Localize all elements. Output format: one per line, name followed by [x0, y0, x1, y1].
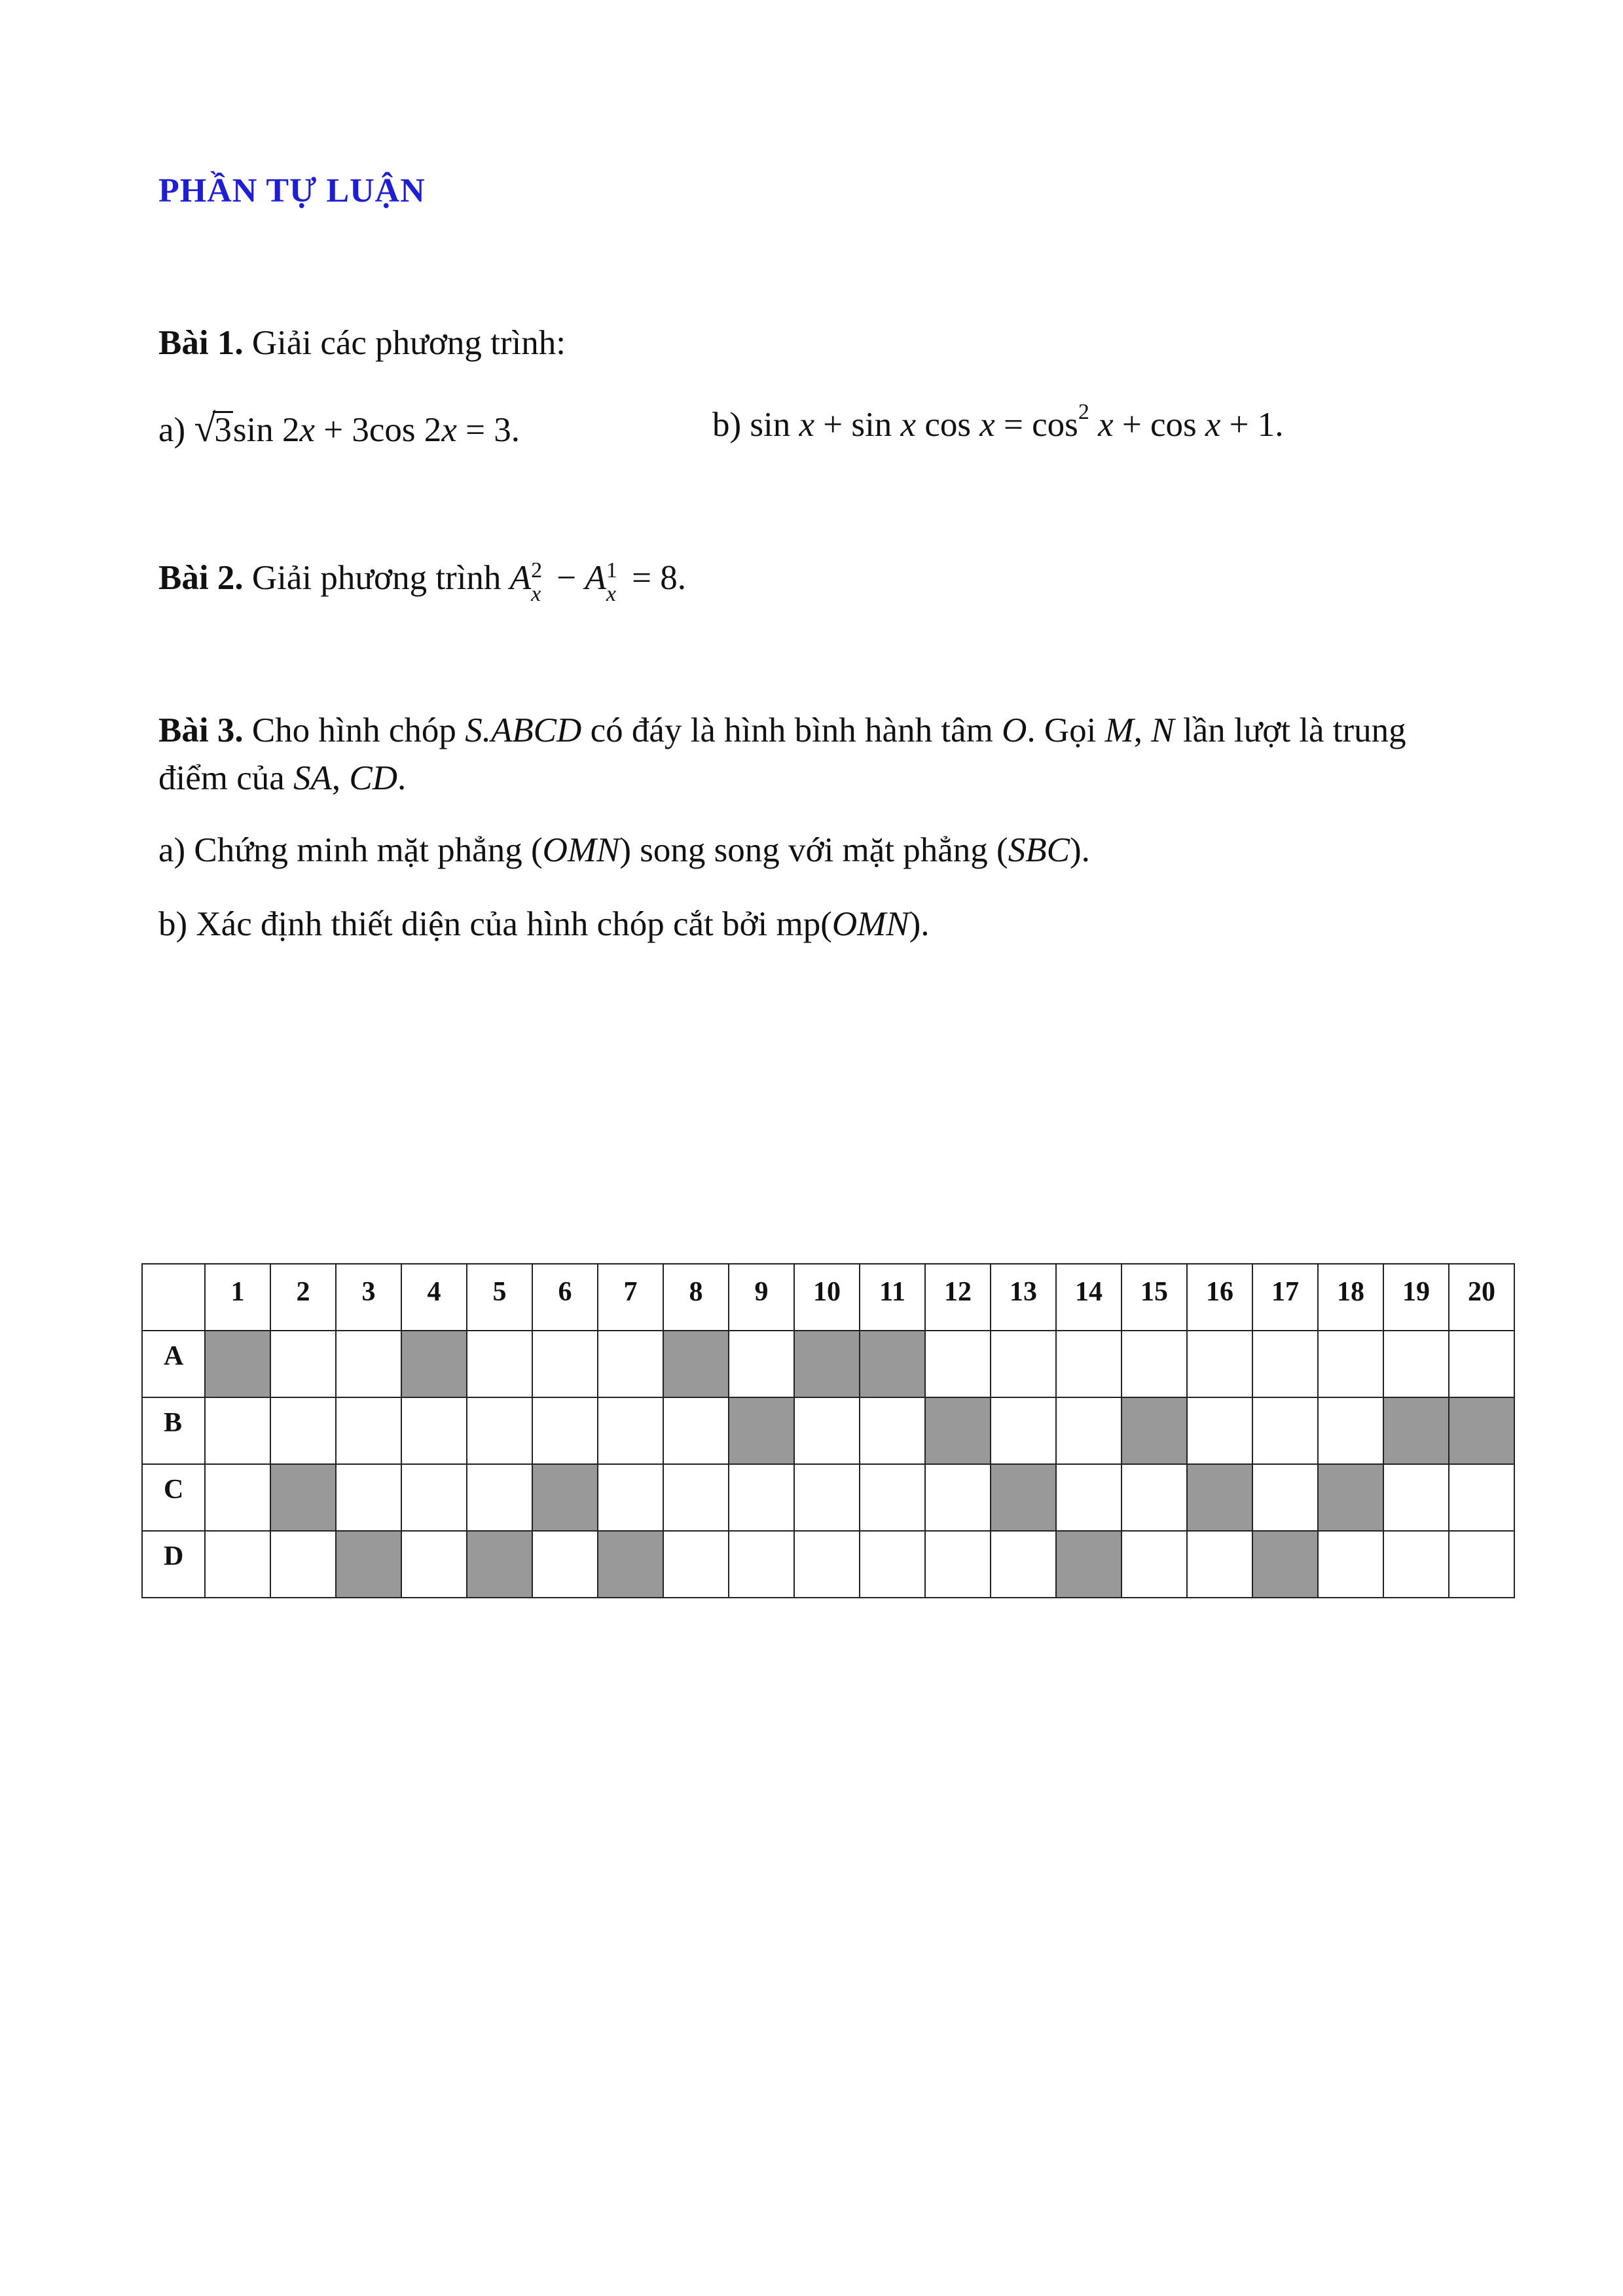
grid-cell: [1252, 1397, 1318, 1464]
grid-cell-filled: [401, 1331, 467, 1397]
grid-cell: [1122, 1331, 1187, 1397]
point-N: N: [1151, 711, 1175, 749]
bai1-heading: [158, 323, 566, 365]
bai2-label: Bài 2.: [158, 559, 244, 597]
grid-cell: [991, 1397, 1056, 1464]
grid-cell: [598, 1331, 663, 1397]
pyramid-name: S.ABCD: [465, 711, 582, 749]
grid-cell: [1252, 1331, 1318, 1397]
grid-cell: [794, 1397, 860, 1464]
grid-corner-cell: [142, 1264, 205, 1331]
grid-row-label: D: [142, 1531, 205, 1598]
bai1-b-prefix: b): [712, 406, 750, 444]
grid-cell: [1252, 1464, 1318, 1531]
grid-column-header: 8: [663, 1264, 729, 1331]
grid-column-header: 4: [401, 1264, 467, 1331]
grid-cell: [1056, 1464, 1122, 1531]
grid-cell: [860, 1464, 925, 1531]
grid-row-c: [142, 1464, 1514, 1531]
bai3-line1: [158, 710, 1406, 752]
grid-cell: [336, 1464, 401, 1531]
grid-cell: [925, 1531, 991, 1598]
bai3-part-a: [158, 830, 1090, 872]
grid-cell: [860, 1531, 925, 1598]
grid-row-b: [142, 1397, 1514, 1464]
sqrt-symbol: √3: [194, 406, 232, 450]
bai1-label: Bài 1.: [158, 324, 244, 362]
grid-column-header: 2: [270, 1264, 336, 1331]
grid-cell-filled: [270, 1464, 336, 1531]
grid-cell: [925, 1464, 991, 1531]
bai3-t5: lần lượt là trung: [1174, 711, 1406, 749]
point-M: M: [1104, 711, 1134, 749]
bai2-text: Giải phương trình: [243, 559, 510, 597]
grid-cell-filled: [598, 1531, 663, 1598]
grid-row-d: [142, 1531, 1514, 1598]
grid-cell: [1122, 1464, 1187, 1531]
bai1-text: Giải các phương trình:: [243, 324, 566, 362]
arrangement-indices: [531, 558, 548, 606]
grid-cell: [729, 1464, 794, 1531]
grid-cell: [991, 1531, 1056, 1598]
grid-cell: [205, 1464, 270, 1531]
bai1-b-p7: + 1.: [1220, 406, 1284, 444]
bai3-l2b: ,: [331, 759, 350, 797]
grid-cell: [860, 1397, 925, 1464]
minus-sign: −: [548, 559, 585, 597]
grid-cell: [794, 1531, 860, 1598]
grid-cell: [401, 1397, 467, 1464]
grid-column-header: 9: [729, 1264, 794, 1331]
grid-row-label: C: [142, 1464, 205, 1531]
grid-cell-filled: [532, 1464, 598, 1531]
bai1-b-p1: sin: [750, 406, 799, 444]
grid-row-label: B: [142, 1397, 205, 1464]
grid-cell: [663, 1531, 729, 1598]
grid-cell: [401, 1531, 467, 1598]
arrangement-sub: x: [531, 581, 541, 606]
grid-cell: [467, 1397, 532, 1464]
var-x: x: [979, 406, 995, 444]
grid-column-header: 6: [532, 1264, 598, 1331]
grid-cell-filled: [467, 1531, 532, 1598]
grid-cell: [729, 1331, 794, 1397]
bai1-a-part1: sin 2: [232, 411, 300, 449]
bai1-a-prefix: a): [158, 411, 194, 449]
bai1-a-part2: + 3cos 2: [315, 411, 442, 449]
grid-cell-filled: [1318, 1464, 1383, 1531]
var-x: x: [1205, 406, 1221, 444]
grid-cell: [663, 1464, 729, 1531]
grid-cell: [336, 1331, 401, 1397]
grid-cell: [598, 1397, 663, 1464]
grid-cell-filled: [205, 1331, 270, 1397]
grid-cell-filled: [1449, 1397, 1514, 1464]
var-x: x: [441, 411, 457, 449]
grid-cell-filled: [336, 1531, 401, 1598]
grid-cell: [1449, 1464, 1514, 1531]
bai3-b-end: ).: [909, 905, 930, 943]
bai3-t4: ,: [1133, 711, 1152, 749]
grid-column-header: 3: [336, 1264, 401, 1331]
grid-column-header: 12: [925, 1264, 991, 1331]
bai1-b-equation: [712, 400, 1284, 446]
plane-OMN: OMN: [542, 831, 620, 869]
grid-row-a: [142, 1331, 1514, 1397]
grid-cell: [1056, 1397, 1122, 1464]
bai3-a-end: ).: [1069, 831, 1090, 869]
grid-cell: [1383, 1464, 1449, 1531]
grid-cell: [663, 1397, 729, 1464]
var-x: x: [1098, 406, 1114, 444]
grid-cell: [532, 1331, 598, 1397]
bai1-b-p5: [1089, 406, 1098, 444]
grid-cell: [1318, 1331, 1383, 1397]
arrangement-A: A: [509, 559, 532, 597]
grid-cell-filled: [1122, 1397, 1187, 1464]
grid-cell-filled: [991, 1464, 1056, 1531]
segment-CD: CD: [349, 759, 398, 797]
arrangement-indices: [606, 558, 623, 606]
grid-cell: [598, 1464, 663, 1531]
grid-header-row: [142, 1264, 1514, 1331]
grid-cell: [270, 1331, 336, 1397]
grid-cell: [1449, 1331, 1514, 1397]
sqrt-argument: 3: [214, 411, 232, 449]
grid-cell: [729, 1531, 794, 1598]
var-x: x: [799, 406, 815, 444]
exponent: 2: [1078, 400, 1089, 424]
bai3-line2: [158, 758, 406, 800]
grid-cell-filled: [663, 1331, 729, 1397]
bai1-a-part3: = 3.: [456, 411, 520, 449]
var-x: x: [299, 411, 316, 449]
grid-cell: [1187, 1531, 1252, 1598]
arrangement-sup: 2: [531, 558, 543, 583]
arrangement-A: A: [585, 559, 606, 597]
grid-cell-filled: [1187, 1464, 1252, 1531]
grid-column-header: 10: [794, 1264, 860, 1331]
grid-cell-filled: [794, 1331, 860, 1397]
grid-cell: [1187, 1331, 1252, 1397]
grid-column-header: 17: [1252, 1264, 1318, 1331]
answer-grid-body: [142, 1264, 1514, 1598]
arrangement-sub: x: [606, 581, 616, 606]
bai3-part-b: [158, 904, 930, 946]
grid-cell: [1383, 1331, 1449, 1397]
grid-cell: [1056, 1331, 1122, 1397]
grid-row-label: A: [142, 1331, 205, 1397]
grid-column-header: 20: [1449, 1264, 1514, 1331]
grid-column-header: 18: [1318, 1264, 1383, 1331]
answer-grid: [141, 1263, 1515, 1598]
grid-cell: [1187, 1397, 1252, 1464]
bai1-b-p6: + cos: [1113, 406, 1205, 444]
bai3-t1: Cho hình chóp: [243, 711, 465, 749]
bai3-a-pre: a) Chứng minh mặt phẳng (: [158, 831, 543, 869]
grid-cell: [467, 1464, 532, 1531]
bai3-t2: có đáy là hình bình hành tâm: [581, 711, 1002, 749]
bai3-l2a: điểm của: [158, 759, 294, 797]
plane-SBC: SBC: [1008, 831, 1070, 869]
grid-cell: [532, 1531, 598, 1598]
grid-cell-filled: [1383, 1397, 1449, 1464]
section-title: PHẦN TỰ LUẬN: [158, 172, 426, 209]
grid-cell: [401, 1464, 467, 1531]
grid-cell: [336, 1397, 401, 1464]
var-x: x: [900, 406, 917, 444]
grid-column-header: 16: [1187, 1264, 1252, 1331]
grid-cell: [991, 1331, 1056, 1397]
grid-column-header: 1: [205, 1264, 270, 1331]
grid-column-header: 13: [991, 1264, 1056, 1331]
bai3-l2c: .: [397, 759, 407, 797]
grid-cell: [467, 1331, 532, 1397]
grid-column-header: 14: [1056, 1264, 1122, 1331]
grid-cell: [270, 1531, 336, 1598]
bai3-t3: . Gọi: [1027, 711, 1105, 749]
grid-cell-filled: [1056, 1531, 1122, 1598]
grid-cell: [270, 1397, 336, 1464]
plane-OMN: OMN: [831, 905, 909, 943]
grid-cell: [532, 1397, 598, 1464]
bai3-b-pre: b) Xác định thiết diện của hình chóp cắt bởi mp(: [158, 905, 832, 943]
grid-cell: [1449, 1531, 1514, 1598]
grid-cell-filled: [1252, 1531, 1318, 1598]
grid-column-header: 7: [598, 1264, 663, 1331]
grid-cell: [205, 1531, 270, 1598]
bai3-label: Bài 3.: [158, 711, 244, 749]
point-O: O: [1002, 711, 1027, 749]
bai2-statement: [158, 558, 686, 606]
bai1-b-p4: = cos: [994, 406, 1078, 444]
bai1-b-p2: + sin: [814, 406, 901, 444]
equals-value: = 8.: [623, 559, 686, 597]
grid-cell: [205, 1397, 270, 1464]
grid-cell-filled: [860, 1331, 925, 1397]
grid-cell: [925, 1331, 991, 1397]
grid-column-header: 15: [1122, 1264, 1187, 1331]
grid-cell: [1122, 1531, 1187, 1598]
grid-column-header: 11: [860, 1264, 925, 1331]
segment-SA: SA: [293, 759, 332, 797]
grid-cell: [794, 1464, 860, 1531]
grid-cell: [1383, 1531, 1449, 1598]
grid-column-header: 19: [1383, 1264, 1449, 1331]
grid-column-header: 5: [467, 1264, 532, 1331]
bai1-a-equation: [158, 404, 520, 452]
grid-cell-filled: [925, 1397, 991, 1464]
arrangement-sup: 1: [606, 558, 617, 583]
grid-cell-filled: [729, 1397, 794, 1464]
bai1-b-p3: cos: [916, 406, 980, 444]
grid-cell: [1318, 1531, 1383, 1598]
grid-cell: [1318, 1397, 1383, 1464]
bai3-a-mid: ) song song với mặt phẳng (: [619, 831, 1008, 869]
